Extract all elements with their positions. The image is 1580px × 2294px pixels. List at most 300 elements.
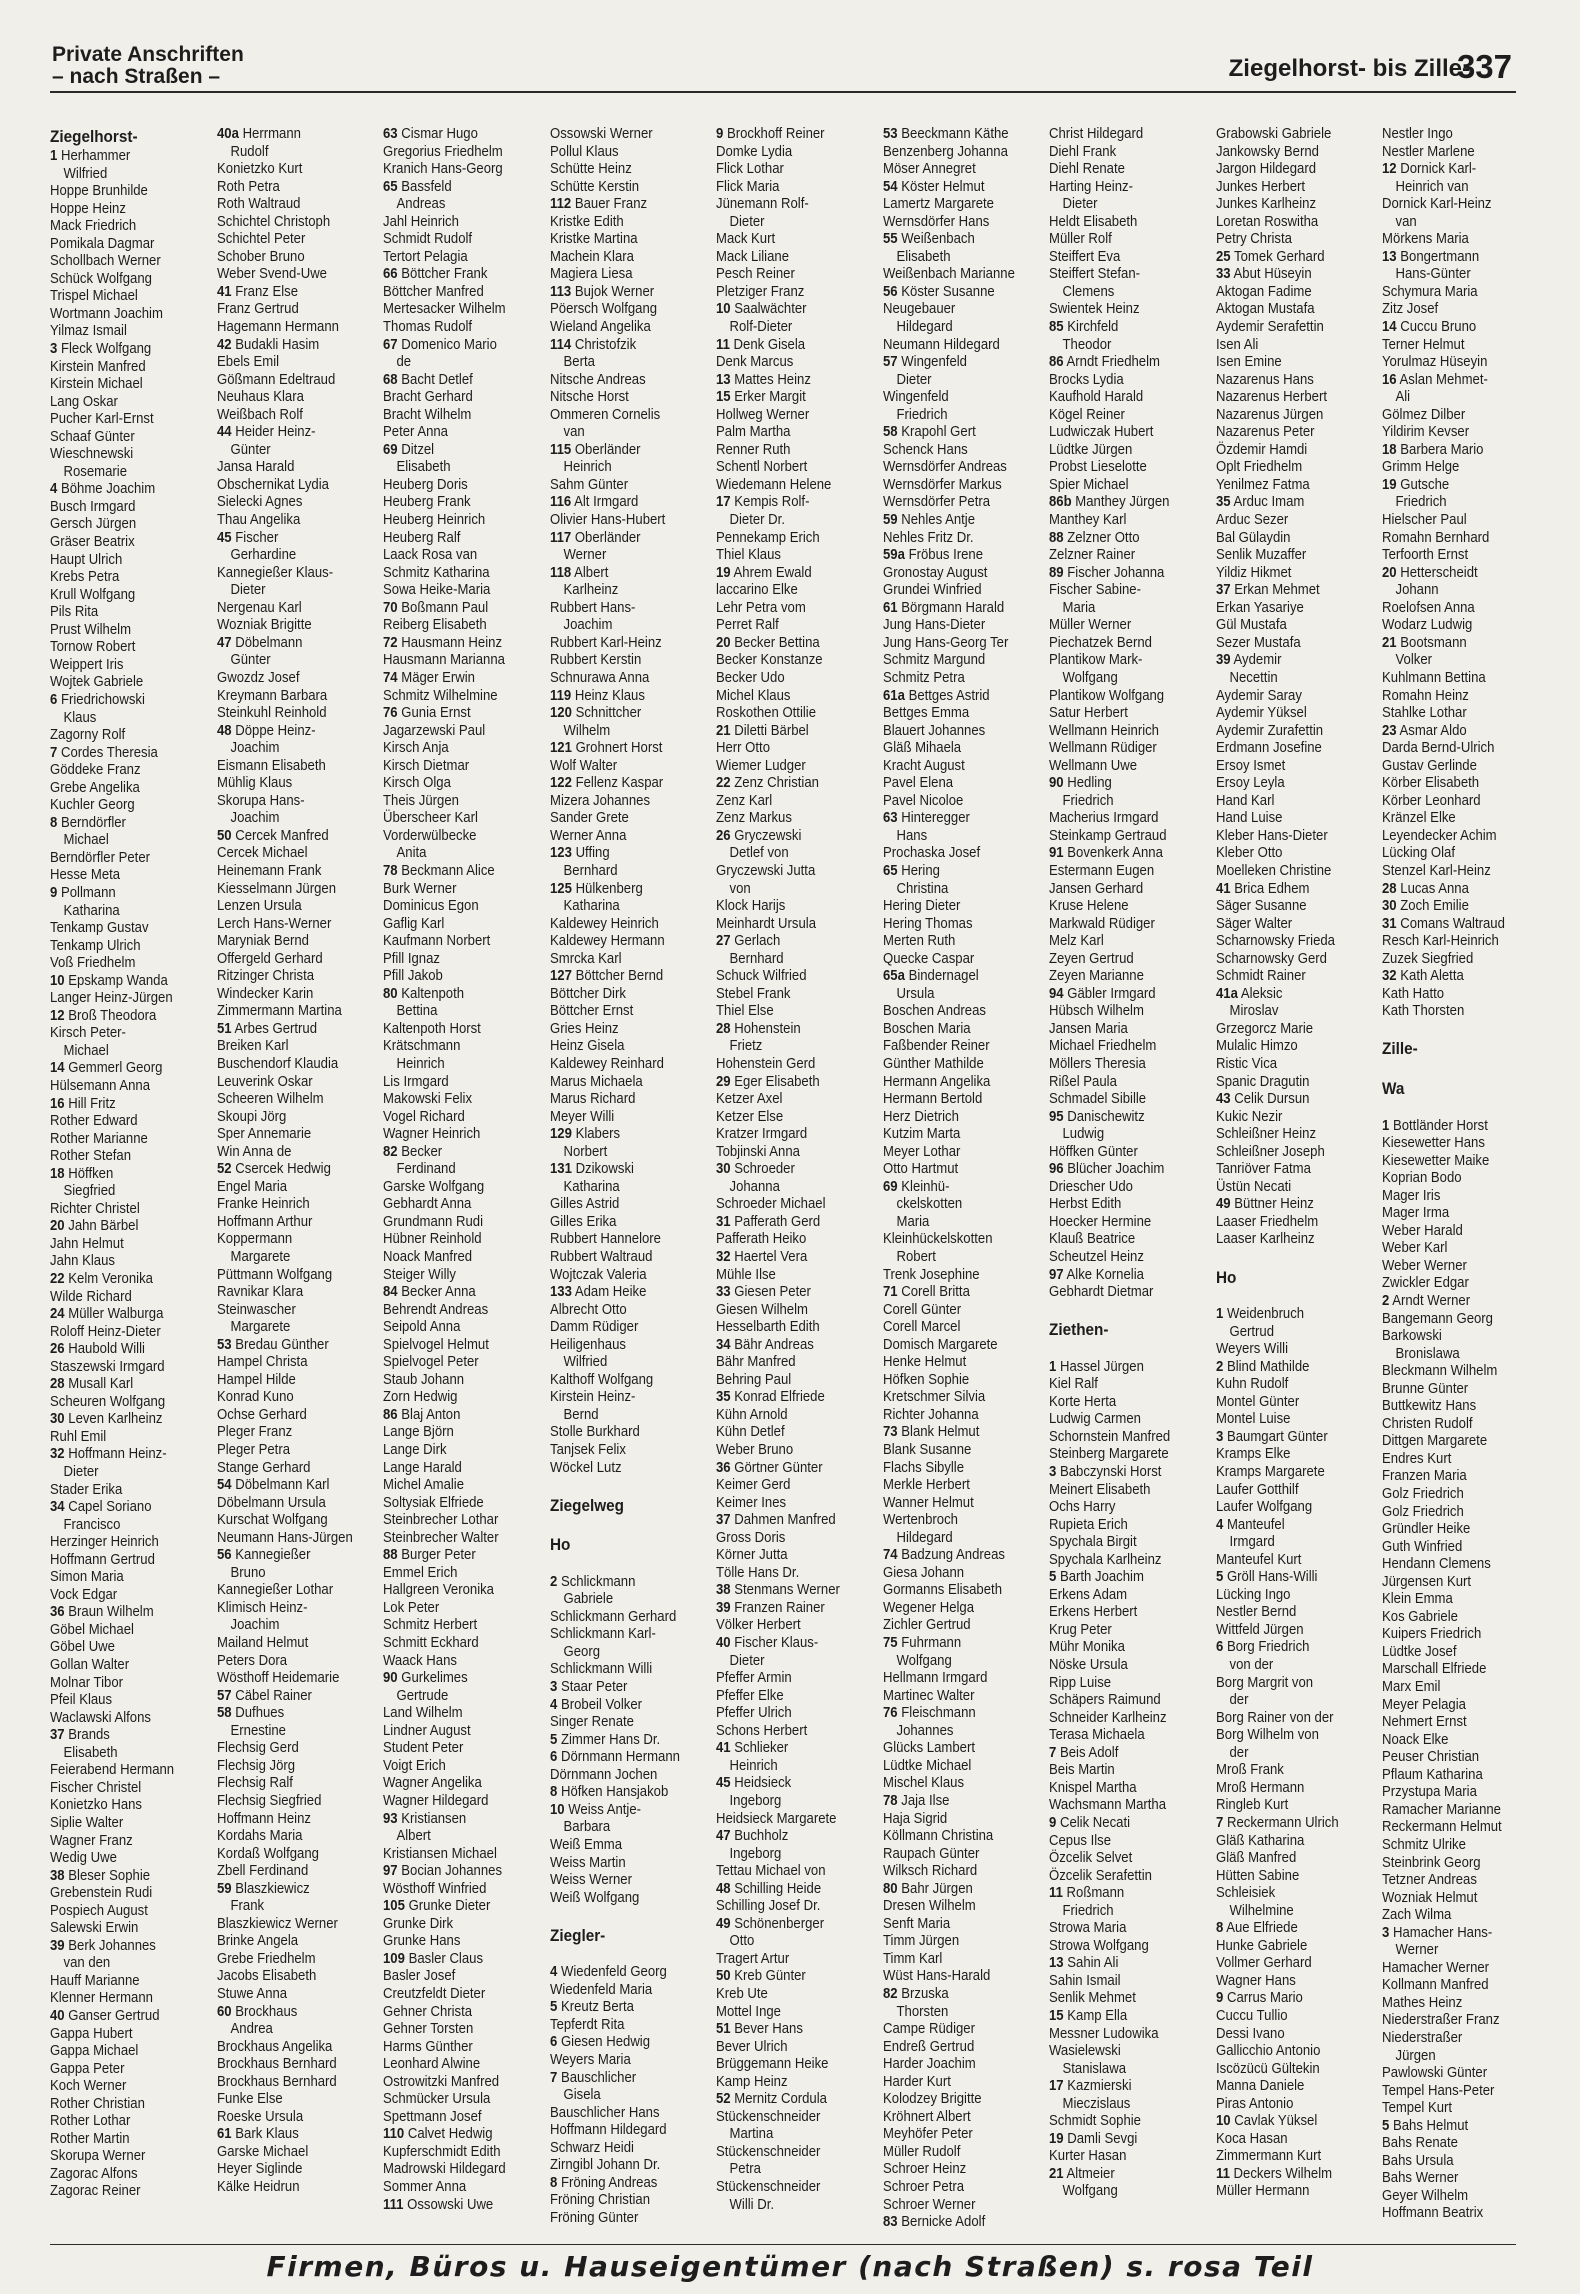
resident-entry: Campe Rüdiger	[882, 2021, 975, 2038]
resident-entry: Göbel Michael	[50, 1621, 134, 1638]
resident-entry: Grebenstein Rudi	[50, 1885, 153, 1902]
entry-continuation: Dieter	[230, 582, 266, 599]
resident-entry: Manna Daniele	[1215, 2078, 1304, 2095]
house-number: 35	[1215, 494, 1231, 511]
resident-entry: Sommer Anna	[383, 2178, 467, 2195]
house-number: 19	[1049, 2130, 1064, 2147]
resident-entry: Sielecki Agnes	[216, 494, 302, 511]
resident-entry: Hamacher Werner	[1382, 1959, 1490, 1976]
resident-entry: Theis Jürgen	[383, 792, 459, 809]
resident-entry: Peter Anna	[383, 424, 448, 441]
resident-entry: Wagner Franz	[50, 1832, 133, 1849]
entry-continuation: Werner	[563, 547, 606, 564]
house-number-entry: 6 Giesen Hedwig	[549, 2034, 650, 2051]
resident-entry: Hand Luise	[1215, 810, 1282, 827]
resident-entry: Kleber Otto	[1215, 845, 1282, 862]
house-number: 14	[1382, 319, 1397, 336]
entry-continuation: der	[1229, 1692, 1248, 1709]
house-number-entry: 5 Barth Joachim	[1049, 1569, 1144, 1586]
resident-entry: Weber Werner	[1382, 1257, 1467, 1274]
house-number-entry: 129 Klabers	[549, 1126, 620, 1143]
resident-entry: Skorupa Werner	[50, 2148, 146, 2165]
resident-entry: Ochse Gerhard	[216, 1406, 307, 1423]
resident-entry: Bahs Werner	[1382, 2170, 1459, 2187]
house-number-entry: 2 Schlickmann	[549, 1573, 635, 1590]
resident-entry: Steiffert Stefan-	[1049, 266, 1141, 283]
house-number-entry: 13 Bongertmann	[1382, 248, 1480, 265]
resident-entry: Nestler Marlene	[1382, 143, 1475, 160]
entry-continuation: Detlef von	[729, 845, 789, 862]
resident-entry: Win Anna de	[216, 1143, 291, 1160]
house-number: 11	[1049, 1885, 1063, 1902]
entry-continuation: Johann	[1395, 582, 1439, 599]
house-number: 13	[716, 371, 731, 388]
resident-entry: Nazarenus Herbert	[1215, 389, 1327, 406]
house-number: 68	[383, 371, 398, 388]
resident-entry: Loretan Roswitha	[1215, 213, 1318, 230]
resident-entry: Merten Ruth	[882, 933, 955, 950]
resident-entry: Gößmann Edeltraud	[216, 371, 335, 388]
entry-continuation: Johanna	[729, 1178, 780, 1195]
house-number-entry: 3 Hamacher Hans-	[1382, 1924, 1493, 1941]
house-number: 75	[882, 1635, 898, 1652]
resident-entry: Lange Björn	[383, 1424, 454, 1441]
resident-entry: Pollul Klaus	[549, 143, 619, 160]
entry-continuation: Andrea	[230, 2021, 273, 2038]
house-number-entry: 35 Arduc Imam	[1215, 494, 1304, 511]
house-number: 9	[716, 126, 724, 142]
house-number: 21	[1382, 634, 1397, 651]
house-number: 84	[383, 1284, 398, 1301]
house-number-entry: 6 Friedrichowski	[50, 691, 145, 708]
house-number: 32	[716, 1249, 731, 1265]
resident-entry: Wortmann Joachim	[50, 305, 163, 322]
resident-entry: Kaldewey Hermann	[549, 933, 665, 950]
resident-entry: Schober Bruno	[216, 248, 305, 265]
resident-entry: Müller Rudolf	[882, 2143, 960, 2160]
house-number-entry: 109 Basler Claus	[383, 1950, 484, 1967]
house-number: 49	[716, 1915, 731, 1932]
house-number: 59	[882, 512, 898, 529]
resident-entry: Christ Hildegard	[1049, 126, 1144, 142]
house-number: 110	[383, 2126, 405, 2143]
resident-entry: Pfill Ignaz	[383, 950, 440, 967]
house-number: 111	[383, 2196, 404, 2213]
resident-entry: Aktogan Fadime	[1215, 283, 1312, 300]
resident-entry: Hunke Gabriele	[1215, 1937, 1307, 1954]
resident-entry: Stebel Frank	[716, 985, 791, 1002]
entry-continuation: Johannes	[896, 1722, 953, 1739]
resident-entry: Weiss Werner	[549, 1872, 632, 1889]
resident-entry: Kaldewey Reinhard	[549, 1055, 664, 1072]
house-number-entry: 49 Schönenberger	[716, 1915, 825, 1932]
resident-entry: Michel Amalie	[383, 1477, 465, 1494]
resident-entry: Satur Herbert	[1049, 705, 1128, 722]
resident-entry: Kirstein Michael	[50, 376, 143, 393]
house-number-entry: 131 Dzikowski	[549, 1161, 634, 1178]
resident-entry: Stange Gerhard	[216, 1459, 310, 1476]
house-number-entry: 33 Abut Hüseyin	[1215, 266, 1312, 283]
resident-entry: Schmidt Sophie	[1049, 2113, 1141, 2130]
house-number: 28	[1382, 880, 1397, 897]
resident-entry: Flechsig Gerd	[216, 1740, 299, 1757]
resident-entry: Heinz Gisela	[549, 1038, 624, 1055]
resident-entry: Zuzek Siegfried	[1382, 950, 1474, 967]
resident-entry: Zbell Ferdinand	[216, 1863, 308, 1880]
house-number-entry: 63 Hinteregger	[882, 810, 970, 827]
resident-entry: Weyers Maria	[549, 2051, 631, 2068]
resident-entry: Otto Hartmut	[882, 1161, 958, 1178]
resident-entry: Zeyen Gertrud	[1049, 950, 1134, 967]
resident-entry: Giesa Johann	[882, 1564, 964, 1581]
resident-entry: Thiel Else	[716, 1003, 774, 1020]
house-number-entry: 15 Kamp Ella	[1049, 2007, 1128, 2024]
house-number-entry: 65 Hering	[882, 862, 940, 879]
house-number-entry: 133 Adam Heike	[549, 1284, 646, 1301]
resident-entry: Pospiech August	[50, 1902, 148, 1919]
house-number: 32	[1382, 968, 1397, 985]
resident-entry: Sper Annemarie	[216, 1126, 311, 1143]
house-number: 56	[216, 1547, 232, 1564]
house-number-entry: 86 Arndt Friedhelm	[1049, 354, 1160, 371]
resident-entry: Wagner Angelika	[383, 1775, 482, 1792]
resident-entry: Hoffmann Beatrix	[1382, 2205, 1484, 2222]
resident-entry: Hausmann Marianna	[383, 652, 505, 669]
resident-entry: Skoupi Jörg	[216, 1108, 286, 1125]
resident-entry: Roloff Heinz-Dieter	[50, 1323, 161, 1340]
house-number-entry: 23 Asmar Aldo	[1382, 722, 1467, 739]
resident-entry: Rother Christian	[50, 2095, 145, 2112]
resident-entry: Romahn Bernhard	[1382, 529, 1490, 546]
house-number-entry: 3 Baumgart Günter	[1215, 1428, 1328, 1445]
resident-entry: Schütte Kerstin	[549, 178, 639, 195]
resident-entry: Darda Bernd-Ulrich	[1382, 740, 1495, 757]
resident-entry: Skorupa Hans-	[216, 792, 305, 809]
house-number: 95	[1049, 1108, 1064, 1125]
resident-entry: Laaser Friedhelm	[1215, 1213, 1318, 1230]
resident-entry: Nestler Ingo	[1382, 126, 1453, 142]
resident-entry: Grunke Dirk	[383, 1915, 454, 1932]
entry-continuation: Michael	[63, 832, 109, 849]
resident-entry: Pavel Elena	[882, 775, 953, 792]
house-number-entry: 5 Kreutz Berta	[549, 1999, 634, 2016]
resident-entry: Gölmez Dilber	[1382, 406, 1466, 423]
house-number-entry: 41 Franz Else	[216, 283, 298, 300]
resident-entry: Pfeil Klaus	[50, 1692, 113, 1709]
house-number: 63	[882, 810, 898, 827]
entry-continuation: Otto	[729, 1933, 755, 1950]
house-number-entry: 84 Becker Anna	[383, 1284, 476, 1301]
resident-entry: Machein Klara	[549, 248, 634, 265]
resident-entry: Brinke Angela	[216, 1933, 298, 1950]
house-number-entry: 17 Kazmierski	[1049, 2078, 1132, 2095]
resident-entry: Meinhardt Ursula	[716, 915, 817, 932]
resident-entry: Nitsche Andreas	[549, 371, 646, 388]
spacer	[1382, 1060, 1530, 1078]
house-number-entry: 70 Boßmann Paul	[383, 599, 489, 616]
house-number-entry: 1 Hassel Jürgen	[1049, 1358, 1144, 1375]
resident-entry: Wasielewski	[1049, 2043, 1121, 2060]
resident-entry: Jacobs Elisabeth	[216, 1968, 316, 1985]
resident-entry: Mulalic Himzo	[1215, 1038, 1298, 1055]
resident-entry: Barkowski	[1382, 1328, 1442, 1345]
resident-entry: Höfken Sophie	[882, 1371, 969, 1388]
resident-entry: Junkes Herbert	[1215, 178, 1305, 195]
resident-entry: Kristiansen Michael	[383, 1845, 497, 1862]
entry-continuation: Barbara	[563, 1819, 610, 1836]
house-number-entry: 52 Mernitz Cordula	[716, 2091, 827, 2108]
house-number-entry: 61 Bark Klaus	[216, 2126, 299, 2143]
spacer	[1216, 1289, 1364, 1307]
resident-entry: Ripp Luise	[1049, 1674, 1112, 1691]
address-directory	[50, 126, 1530, 2238]
house-number-entry: 119 Heinz Klaus	[549, 687, 645, 704]
entry-continuation: Gisela	[563, 2087, 601, 2104]
resident-entry: Bal Gülaydin	[1215, 529, 1290, 546]
house-number-entry: 7 Bauschlicher	[549, 2069, 636, 2086]
entry-continuation: Berta	[563, 354, 595, 371]
house-number: 33	[716, 1284, 731, 1301]
house-number-entry: 39 Berk Johannes	[50, 1937, 156, 1954]
house-number: 32	[50, 1446, 65, 1463]
resident-entry: Makowski Felix	[383, 1091, 473, 1108]
resident-entry: Kuipers Friedrich	[1382, 1626, 1482, 1643]
house-number: 56	[882, 283, 898, 300]
resident-entry: Lücking Ingo	[1215, 1586, 1290, 1603]
resident-entry: Pavel Nicoloe	[882, 792, 963, 809]
resident-entry: Kutzim Marta	[882, 1126, 960, 1143]
resident-entry: Glücks Lambert	[882, 1740, 975, 1757]
resident-entry: Tobjinski Anna	[716, 1143, 800, 1160]
street-heading: Ziegler-	[549, 1925, 605, 1945]
resident-entry: Koppermann	[216, 1231, 292, 1248]
house-number-entry: 9 Pollmann	[50, 884, 116, 901]
resident-entry: Lüdtke Michael	[882, 1757, 971, 1774]
house-number: 3	[1215, 1428, 1223, 1445]
house-number: 8	[549, 1784, 557, 1801]
resident-entry: Bauschlicher Hans	[549, 2104, 660, 2121]
resident-entry: Steinbrecher Lothar	[383, 1512, 499, 1529]
house-number: 18	[50, 1165, 65, 1182]
resident-entry: Gallicchio Antonio	[1215, 2043, 1320, 2060]
resident-entry: Zagorny Rolf	[50, 727, 126, 744]
house-number: 29	[716, 1073, 731, 1090]
entry-continuation: Hans	[896, 827, 927, 844]
resident-entry: Meyhöfer Peter	[882, 2126, 973, 2143]
resident-entry: Hellmann Irmgard	[882, 1670, 987, 1687]
house-number: 71	[882, 1284, 898, 1301]
resident-entry: Gryczewski Jutta	[716, 862, 816, 879]
resident-entry: Mühr Monika	[1049, 1639, 1125, 1656]
resident-entry: Kurschat Wolfgang	[216, 1512, 328, 1529]
resident-entry: Wagner Hans	[1215, 1972, 1296, 1989]
resident-entry: Haupt Ulrich	[50, 551, 123, 568]
resident-entry: Kreymann Barbara	[216, 687, 327, 704]
house-number-entry: 21 Altmeier	[1049, 2165, 1115, 2182]
resident-entry: Creutzfeldt Dieter	[383, 1985, 486, 2002]
resident-entry: Schmidt Rudolf	[383, 231, 473, 248]
house-number: 61	[882, 599, 898, 616]
resident-entry: Kaufmann Norbert	[383, 933, 491, 950]
resident-entry: Kamp Heinz	[716, 2073, 788, 2090]
resident-entry: Kramps Elke	[1215, 1446, 1290, 1463]
section-label	[52, 44, 244, 88]
resident-entry: Tenkamp Gustav	[50, 920, 149, 937]
resident-entry: Schmidt Rainer	[1215, 968, 1306, 985]
resident-entry: Knispel Martha	[1049, 1779, 1137, 1796]
resident-entry: Gollan Walter	[50, 1657, 130, 1674]
resident-entry: Säger Walter	[1215, 915, 1292, 932]
resident-entry: Piras Antonio	[1215, 2095, 1293, 2112]
resident-entry: Mailand Helmut	[216, 1635, 308, 1652]
house-number-entry: 16 Hill Fritz	[50, 1095, 116, 1112]
resident-entry: Pfeffer Ulrich	[716, 1705, 792, 1722]
resident-entry: Piechatzek Bernd	[1049, 634, 1152, 651]
resident-entry: Kiesewetter Maike	[1382, 1152, 1490, 1169]
house-number-entry: 58 Dufhues	[216, 1705, 284, 1722]
resident-entry: Schroer Werner	[882, 2196, 975, 2213]
house-number: 10	[50, 972, 65, 989]
entry-continuation: Karlheinz	[563, 582, 618, 599]
spacer	[550, 1477, 698, 1495]
house-number-entry: 9 Carrus Mario	[1215, 1990, 1303, 2007]
house-number-entry: 32 Kath Aletta	[1382, 968, 1464, 985]
house-number-entry: 89 Fischer Johanna	[1049, 564, 1165, 581]
house-number: 31	[1382, 915, 1397, 932]
house-number-entry: 5 Bahs Helmut	[1382, 2117, 1469, 2134]
resident-entry: Peuser Christian	[1382, 1749, 1480, 1766]
resident-entry: Engel Maria	[216, 1178, 287, 1195]
house-number-entry: 80 Kaltenpoth	[383, 985, 465, 1002]
house-number-entry: 37 Dahmen Manfred	[716, 1512, 836, 1529]
entry-continuation: Heinrich van	[1395, 178, 1469, 195]
house-number: 17	[1049, 2078, 1064, 2095]
resident-entry: Hoppe Heinz	[50, 200, 126, 217]
resident-entry: Weiß Emma	[549, 1836, 622, 1853]
house-number: 1	[1049, 1358, 1057, 1375]
resident-entry: Aydemir Yüksel	[1215, 705, 1307, 722]
entry-continuation: Joachim	[230, 810, 279, 827]
resident-entry: Hoffmann Gertrud	[50, 1551, 155, 1568]
resident-entry: Scheutzel Heinz	[1049, 1249, 1144, 1265]
house-number: 1	[1215, 1306, 1223, 1323]
entry-continuation: Dieter Dr.	[729, 512, 785, 529]
house-number: 80	[882, 1880, 898, 1897]
house-number-entry: 76 Fleischmann	[882, 1705, 976, 1722]
resident-entry: Dittgen Margarete	[1382, 1433, 1488, 1450]
entry-continuation: Necettin	[1229, 669, 1278, 686]
street-heading: Ho	[549, 1535, 570, 1555]
resident-entry: Henke Helmut	[882, 1354, 966, 1371]
resident-entry: Ommeren Cornelis	[549, 406, 660, 423]
resident-entry: Schmitz Margund	[882, 652, 985, 669]
resident-entry: Nazarenus Hans	[1215, 371, 1314, 388]
resident-entry: Korte Herta	[1049, 1393, 1117, 1410]
house-number-entry: 82 Brzuska	[882, 1985, 949, 2002]
resident-entry: Flechsig Siegfried	[216, 1792, 321, 1809]
resident-entry: Probst Lieselotte	[1049, 459, 1147, 476]
resident-entry: Grimm Helge	[1382, 459, 1460, 476]
house-number-entry: 59a Fröbus Irene	[882, 547, 983, 564]
house-number: 2	[1382, 1293, 1390, 1309]
resident-entry: Tornow Robert	[50, 639, 136, 656]
resident-entry: Wegener Helga	[882, 1599, 974, 1616]
house-number: 96	[1049, 1161, 1064, 1178]
resident-entry: Konietzko Hans	[50, 1797, 142, 1814]
resident-entry: Kirsch Peter-	[50, 1025, 126, 1042]
house-number: 8	[1215, 1920, 1223, 1937]
house-number: 48	[716, 1880, 731, 1897]
resident-entry: Kruse Helene	[1049, 898, 1129, 915]
resident-entry: Krull Wolfgang	[50, 586, 136, 603]
directory-column	[217, 126, 365, 2238]
resident-entry: Tempel Kurt	[1382, 2100, 1453, 2117]
section-label-line1: Private Anschriften	[52, 43, 244, 66]
house-number-entry: 40 Ganser Gertrud	[50, 2007, 160, 2024]
house-number-entry: 22 Kelm Veronika	[50, 1271, 153, 1287]
resident-entry: Wellmann Rüdiger	[1049, 740, 1157, 757]
house-number: 54	[216, 1477, 232, 1494]
resident-entry: Weiss Martin	[549, 1854, 626, 1871]
resident-entry: Hübner Reinhold	[383, 1231, 482, 1248]
resident-entry: Ostrowitzki Manfred	[383, 2073, 500, 2090]
resident-entry: Windecker Karin	[216, 985, 313, 1002]
resident-entry: Möllers Theresia	[1049, 1055, 1146, 1072]
resident-entry: Gappa Hubert	[50, 2025, 133, 2042]
resident-entry: Stuwe Anna	[216, 1985, 287, 2002]
house-number: 9	[50, 884, 58, 901]
resident-entry: Behring Paul	[716, 1371, 792, 1388]
entry-continuation: Friedrich	[1395, 494, 1447, 511]
house-number: 20	[50, 1218, 65, 1235]
house-number-entry: 105 Grunke Dieter	[383, 1898, 491, 1915]
entry-continuation: von der	[1229, 1657, 1273, 1674]
resident-entry: Wernsdörfer Markus	[882, 476, 1002, 493]
section-label-line2: – nach Straßen –	[52, 65, 221, 88]
entry-continuation: Joachim	[563, 617, 612, 634]
resident-entry: Lenzen Ursula	[216, 898, 302, 915]
resident-entry: Meyer Willi	[549, 1108, 614, 1125]
resident-entry: Vock Edgar	[50, 1586, 118, 1603]
house-number-entry: 12 Broß Theodora	[50, 1007, 157, 1024]
house-number-entry: 39 Aydemir	[1215, 652, 1281, 669]
entry-continuation: de	[396, 354, 412, 371]
resident-entry: Zenz Markus	[716, 810, 792, 827]
spacer	[1049, 1302, 1197, 1320]
house-number-entry: 8 Höfken Hansjakob	[549, 1784, 668, 1801]
house-number-entry: 20 Becker Bettina	[716, 634, 820, 651]
house-number-entry: 121 Grohnert Horst	[549, 740, 662, 757]
resident-entry: Fischer Christel	[50, 1779, 142, 1796]
resident-entry: Schnurawa Anna	[549, 669, 649, 686]
resident-entry: Wernsdörfer Andreas	[882, 459, 1007, 476]
resident-entry: Sezer Mustafa	[1215, 634, 1301, 651]
house-number: 9	[1215, 1990, 1223, 2007]
house-number: 47	[216, 634, 232, 651]
resident-entry: Kramps Margarete	[1215, 1464, 1325, 1481]
house-number-entry: 3 Fleck Wolfgang	[50, 341, 152, 358]
house-number-entry: 111 Ossowski Uwe	[383, 2196, 494, 2213]
house-number-entry: 20 Hetterscheidt	[1382, 564, 1478, 581]
resident-entry: Romahn Heinz	[1382, 687, 1469, 704]
street-heading: Ziegelhorst-	[50, 127, 138, 146]
resident-entry: Behrendt Andreas	[383, 1301, 489, 1318]
house-number: 58	[882, 424, 898, 441]
house-number: 30	[50, 1411, 65, 1428]
entry-continuation: van den	[63, 1955, 111, 1972]
resident-entry: Gustav Gerlinde	[1382, 757, 1477, 774]
resident-entry: Völker Herbert	[716, 1617, 801, 1634]
